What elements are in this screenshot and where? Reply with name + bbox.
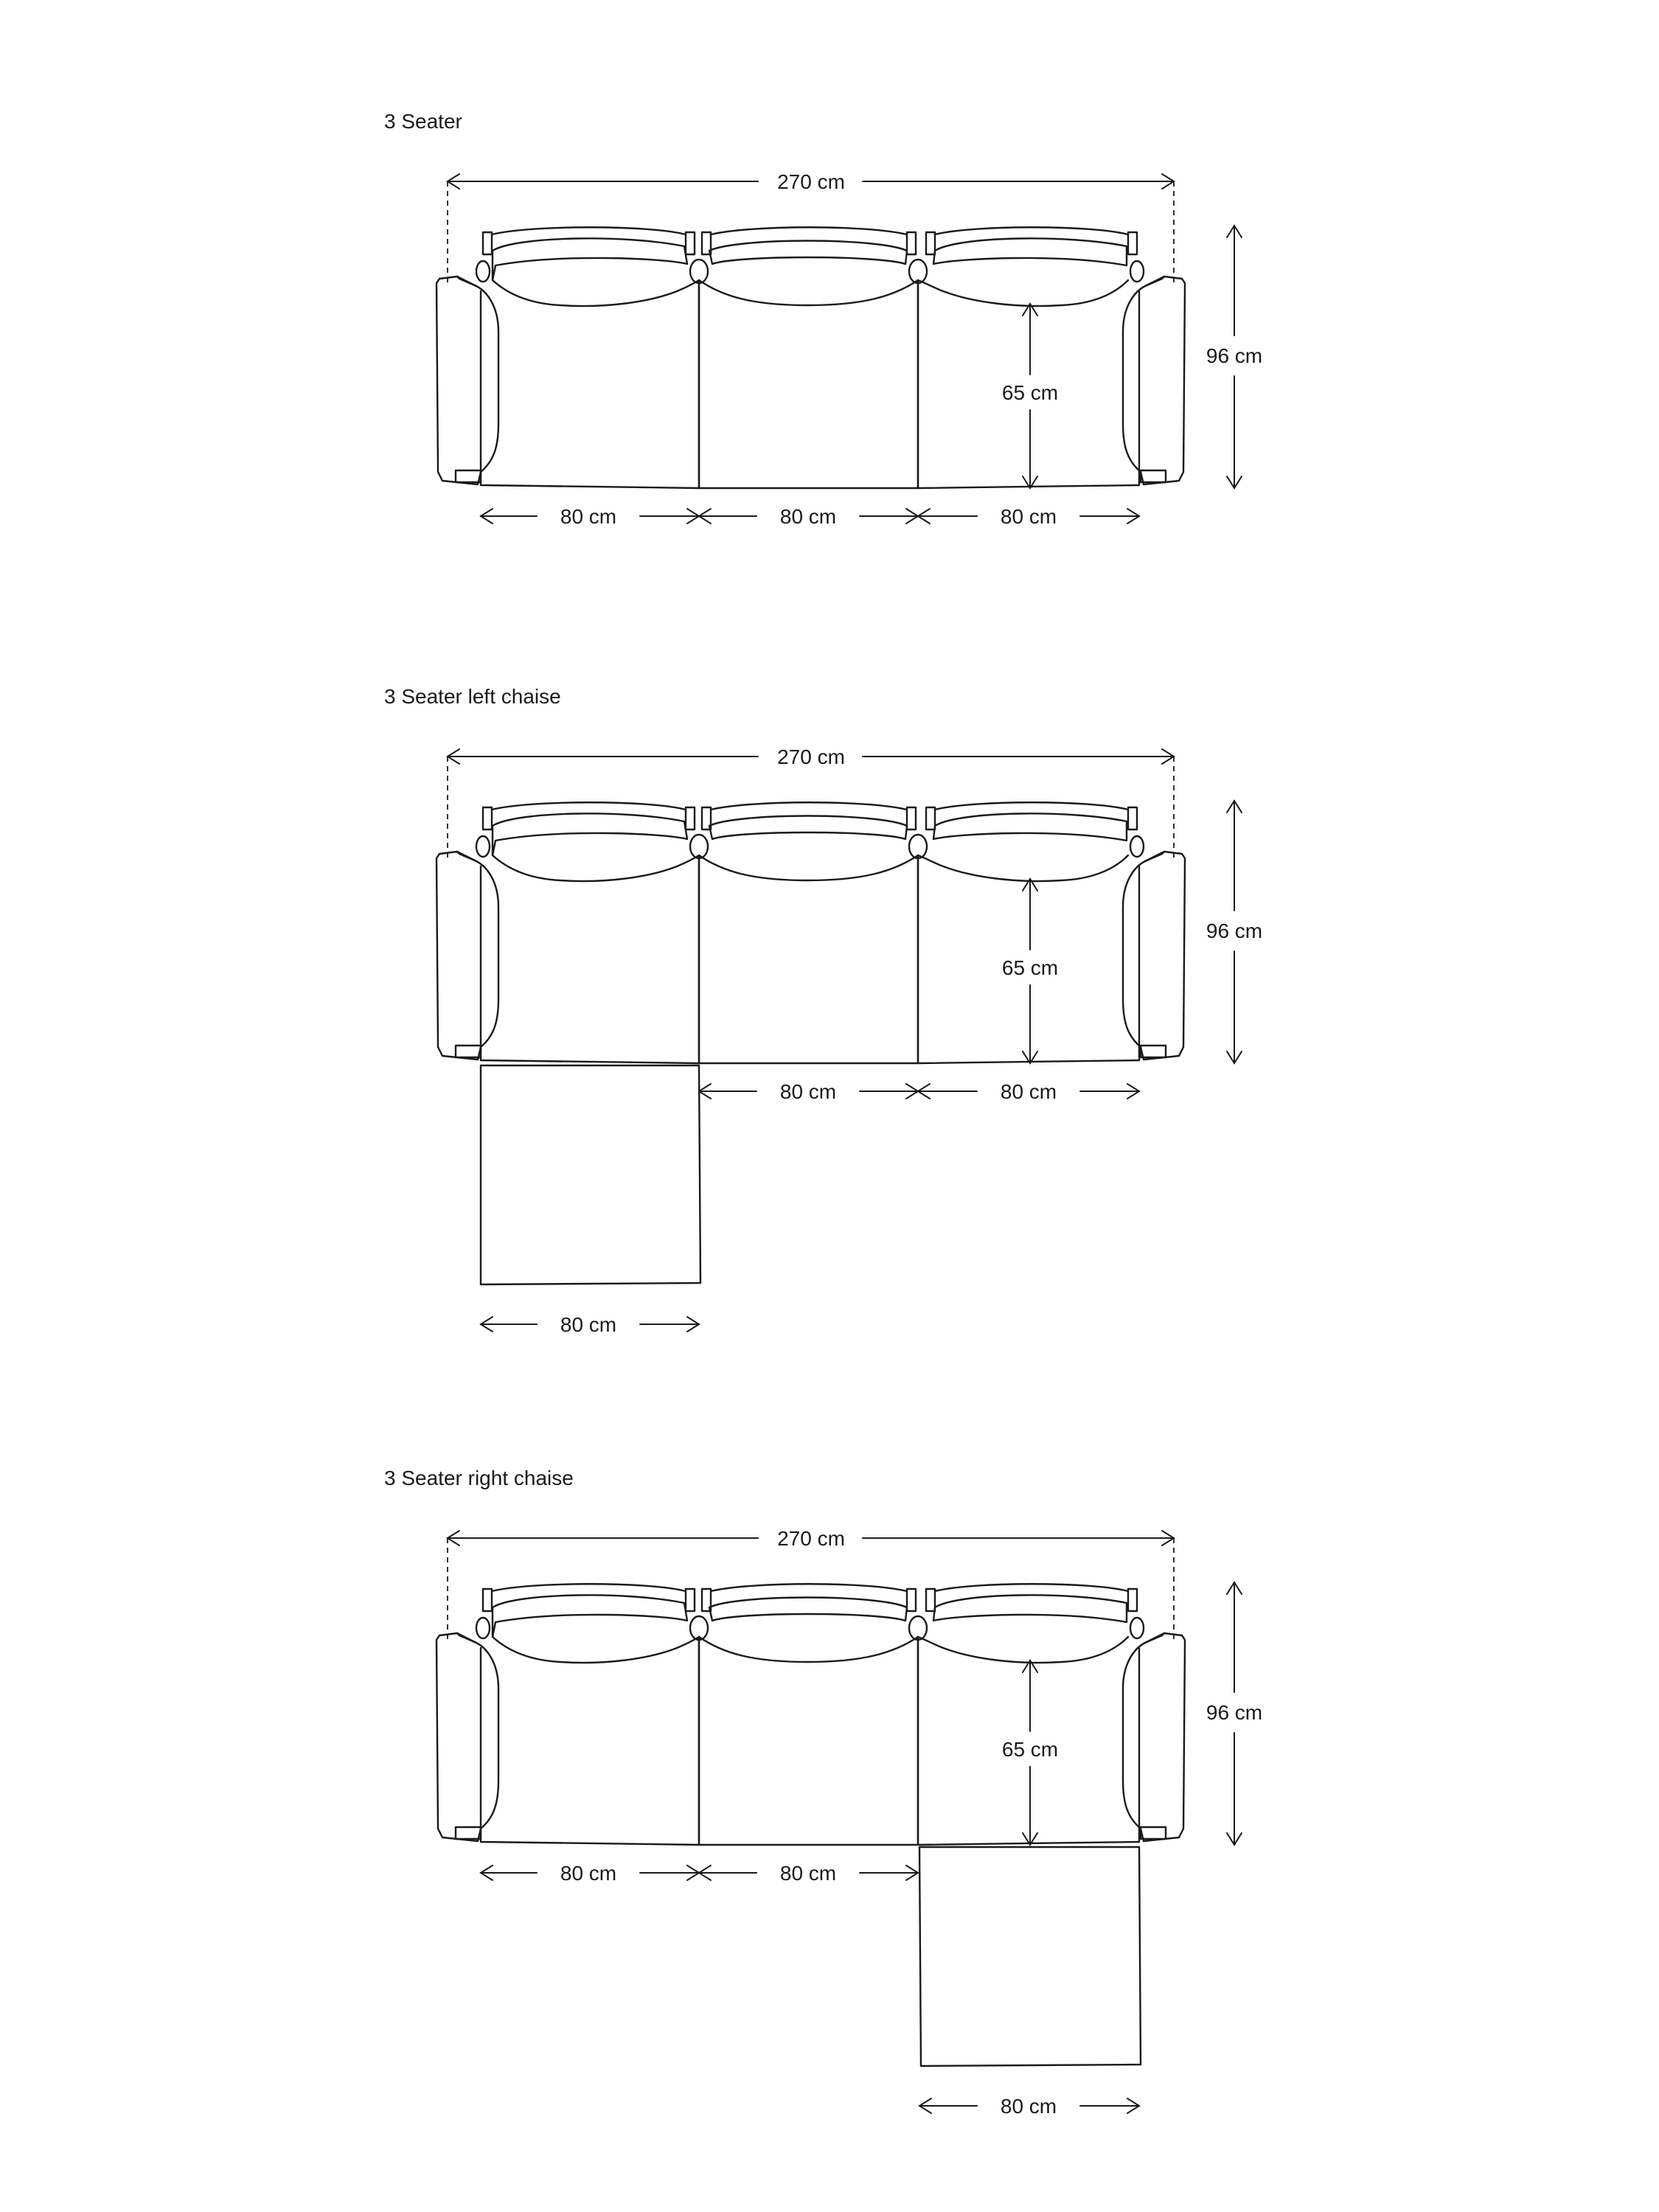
seat-depth-dimension [1002, 304, 1058, 488]
seat-width-2 [699, 1080, 918, 1103]
seat-width-3 [918, 505, 1139, 528]
sofa-outline [437, 227, 1185, 488]
seat-width-dimensions [481, 505, 1139, 528]
total-width-label: 270 cm [777, 170, 845, 193]
seat-depth-label: 65 cm [1001, 381, 1059, 404]
chaise-extension [919, 1847, 1141, 2066]
diagram-title: 3 Seater [384, 110, 462, 133]
seat-width-1 [481, 1862, 699, 1885]
diagram-title: 3 Seater right chaise [384, 1467, 574, 1489]
svg-text:80 cm: 80 cm [1000, 2095, 1057, 2118]
seat-depth-label: 65 cm [1001, 1738, 1059, 1761]
svg-text:80 cm: 80 cm [779, 1080, 837, 1103]
total-width-label: 270 cm [777, 1527, 845, 1550]
depth-label: 96 cm [1206, 344, 1263, 367]
depth-dimension [1206, 801, 1262, 1063]
seat-width-1 [481, 505, 699, 528]
svg-text:80 cm: 80 cm [779, 1862, 837, 1885]
chaise-width-dimension [919, 2095, 1139, 2118]
chaise-extension [481, 1065, 700, 1284]
sofa-outline [437, 1584, 1185, 2066]
svg-text:80 cm: 80 cm [779, 505, 837, 528]
diagram-3-seater [384, 110, 1262, 528]
depth-dimension [1206, 1582, 1262, 1845]
seat-width-2 [699, 505, 918, 528]
seat-depth-dimension [1002, 879, 1058, 1063]
seat-width-2 [699, 1862, 918, 1885]
svg-text:80 cm: 80 cm [560, 1313, 617, 1336]
svg-text:80 cm: 80 cm [560, 505, 617, 528]
diagram-title: 3 Seater left chaise [384, 685, 561, 708]
seat-width-dimensions [699, 1080, 1139, 1103]
seat-width-dimensions [481, 1862, 918, 1885]
depth-label: 96 cm [1206, 1701, 1263, 1724]
seat-depth-label: 65 cm [1001, 956, 1059, 979]
diagram-3-seater-right-chaise [384, 1467, 1262, 2118]
diagram-3-seater-left-chaise [384, 685, 1262, 1336]
seat-depth-dimension [1002, 1660, 1058, 1845]
depth-label: 96 cm [1206, 919, 1263, 942]
svg-text:80 cm: 80 cm [1000, 505, 1057, 528]
total-width-label: 270 cm [777, 745, 845, 768]
svg-text:80 cm: 80 cm [1000, 1080, 1057, 1103]
seat-width-3 [918, 1080, 1139, 1103]
sofa-outline [437, 802, 1185, 1284]
depth-dimension [1206, 226, 1262, 488]
chaise-width-dimension [481, 1313, 699, 1336]
svg-text:80 cm: 80 cm [560, 1862, 617, 1885]
